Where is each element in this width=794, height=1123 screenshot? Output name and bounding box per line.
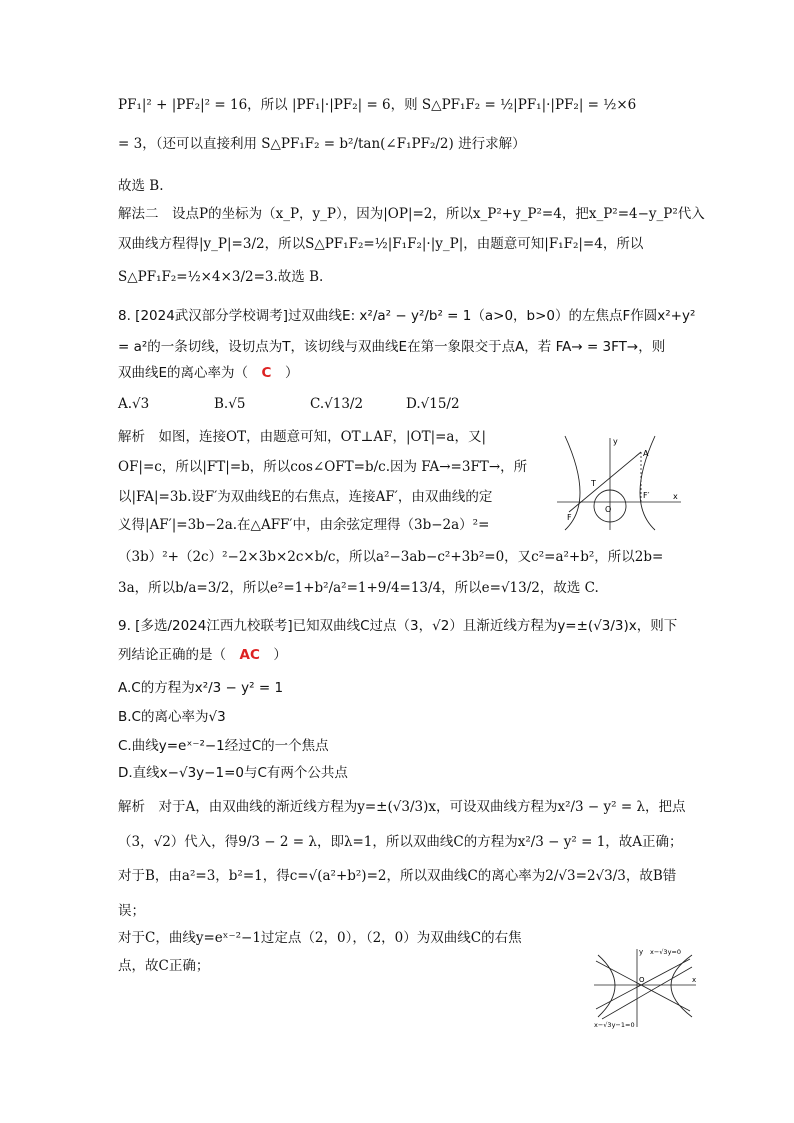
- q8-option-b: B.√5: [214, 396, 246, 412]
- q9-solution-5: 对于C，曲线y=eˣ⁻²−1过定点（2，0），（2，0）为双曲线C的右焦: [118, 930, 522, 946]
- q8-option-c: C.√13/2: [310, 396, 364, 412]
- q9-solution-4: 误；: [118, 903, 145, 919]
- q9-answer: AC: [239, 647, 260, 663]
- sol7-line-2: = 3，（还可以直接利用 S△PF₁F₂ = b²/tan(∠F₁PF₂/2) 进行求解）: [118, 136, 526, 152]
- q9-hyperbola-left: [598, 955, 615, 1017]
- sol7-line-4: 解法二 设点P的坐标为（x_P，y_P），因为|OP|=2，所以x_P²+y_P²=4，把x_P²=4−y_P²代入: [118, 206, 705, 222]
- q8-solution-3: 以|FA|=3b.设F′为双曲线E的右焦点，连接AF′，由双曲线的定: [118, 489, 493, 505]
- q9-label-x: x: [692, 976, 697, 984]
- q8-option-a: A.√3: [118, 396, 150, 412]
- q8-label-a: A: [643, 449, 649, 458]
- q9-label-y: y: [639, 948, 644, 956]
- q9-option-d: D.直线x−√3y−1=0与C有两个公共点: [118, 765, 348, 781]
- q8-label-t: T: [591, 479, 596, 488]
- q8-solution-6: 3a，所以b/a=3/2，所以e²=1+b²/a²=1+9/4=13/4，所以e=√13/2，故选 C.: [118, 580, 599, 596]
- q8-stem-1: 8. [2024武汉部分学校调考]过双曲线E: x²/a² − y²/b² = 1（a>0，b>0）的左焦点F作圆x²+y²: [118, 308, 696, 324]
- q9-stem-1: 9. [多选/2024江西九校联考]已知双曲线C过点（3，√2）且渐近线方程为y=±(√3/3)x，则下: [118, 618, 678, 634]
- q9-figure: [592, 945, 702, 1029]
- sol7-line-3: 故选 B.: [118, 178, 164, 194]
- q8-label-fprime: F′: [643, 491, 650, 500]
- q8-solution-2: OF|=c，所以|FT|=b，所以cos∠OFT=b/c.因为 FA→=3FT→，所: [118, 459, 528, 475]
- q8-solution-1: 解析 如图，连接OT，由题意可知，OT⊥AF，|OT|=a，又|: [118, 429, 487, 445]
- sol7-line-6: S△PF₁F₂=½×4×3/2=3.故选 B.: [118, 269, 324, 285]
- q9-line-d: [602, 967, 692, 1019]
- q8-tangent-line: [569, 452, 641, 512]
- sol7-line-5: 双曲线方程得|y_P|=3/2，所以S△PF₁F₂=½|F₁F₂|·|y_P|，由题意可知|F₁F₂|=4，所以: [118, 236, 644, 252]
- q8-label-y: y: [613, 437, 618, 446]
- q9-option-a: A.C的方程为x²/3 − y² = 1: [118, 680, 284, 696]
- q8-stem-3-text: 双曲线E的离心率为（: [118, 365, 262, 381]
- q8-option-d: D.√15/2: [406, 396, 460, 412]
- q8-solution-5: （3b）²+（2c）²−2×3b×2c×b/c，所以a²−3ab−c²+3b²=0，又c²=a²+b²，所以2b=: [118, 549, 664, 565]
- q9-option-b: B.C的离心率为√3: [118, 709, 226, 725]
- sol7-line-1: PF₁|² + |PF₂|² = 16，所以 |PF₁|·|PF₂| = 6，则 S△PF₁F₂ = ½|PF₁|·|PF₂| = ½×6: [118, 97, 637, 113]
- q9-solution-3: 对于B，由a²=3，b²=1，得c=√(a²+b²)=2，所以双曲线C的离心率为2/√3=2√3/3，故B错: [118, 868, 677, 884]
- q8-label-o: O: [605, 505, 612, 514]
- q9-stem-2-text: 列结论正确的是（: [118, 647, 240, 663]
- q9-hyperbola-right: [671, 955, 692, 1017]
- q9-label-eq1: x−√3y=0: [650, 948, 681, 956]
- q9-solution-2: （3，√2）代入，得9/3 − 2 = λ，即λ=1，所以双曲线C的方程为x²/3 − y² = 1，故A正确；: [118, 834, 683, 850]
- q8-figure: [555, 432, 685, 532]
- q9-solution-1: 解析 对于A，由双曲线的渐近线方程为y=±(√3/3)x，可设双曲线方程为x²/3 − y² = λ，把点: [118, 799, 686, 815]
- q9-label-o: O: [639, 976, 645, 984]
- q8-answer: C: [261, 365, 272, 381]
- q9-label-eq2: x−√3y−1=0: [594, 1021, 635, 1029]
- q8-label-f: F: [567, 513, 572, 522]
- q8-solution-4: 义得|AF′|=3b−2a.在△AFF′中，由余弦定理得（3b−2a）²=: [118, 517, 490, 533]
- q9-solution-6: 点，故C正确；: [118, 958, 210, 974]
- q9-option-c: C.曲线y=eˣ⁻²−1经过C的一个焦点: [118, 738, 329, 754]
- q8-stem-2: = a²的一条切线，设切点为T，该切线与双曲线E在第一象限交于点A，若 FA→ = 3FT→，则: [118, 339, 666, 355]
- q8-stem-3-end: ）: [271, 365, 299, 381]
- q9-stem-2-end: ）: [259, 647, 287, 663]
- q8-stem-3: [118, 364, 298, 382]
- q9-stem-2: [118, 646, 287, 664]
- q8-label-x: x: [673, 492, 678, 501]
